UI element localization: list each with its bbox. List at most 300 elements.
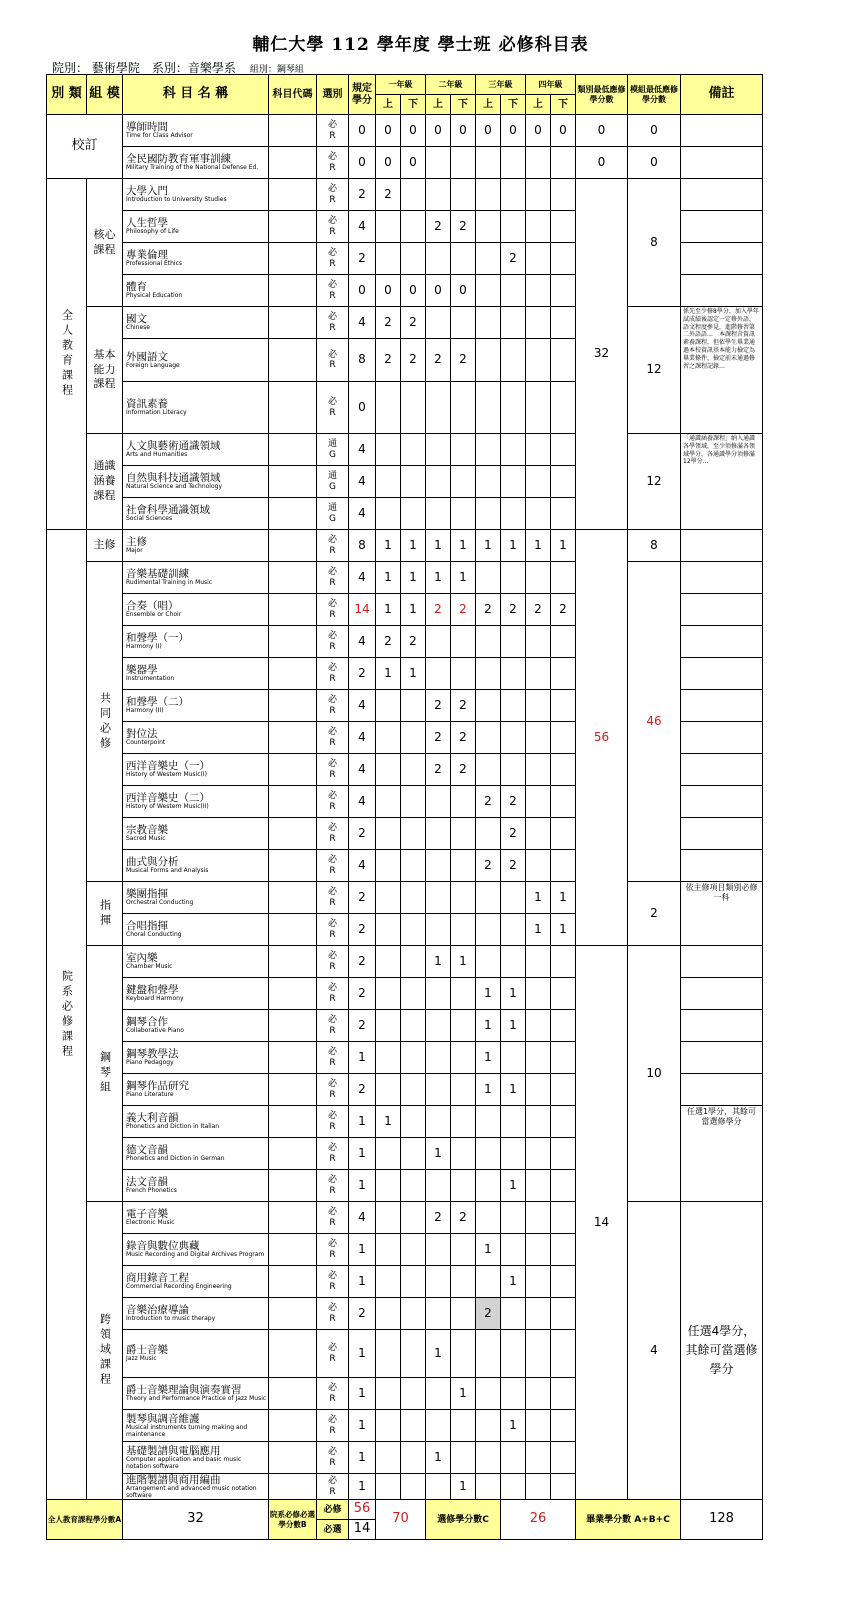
- semester-credit: [551, 1010, 576, 1042]
- semester-credit: [401, 1410, 426, 1442]
- course-name-zh: 德文音韻: [126, 1144, 168, 1157]
- course-name-zh: 樂器學: [126, 664, 158, 677]
- course-credits: 1: [349, 1234, 376, 1266]
- semester-credit: [401, 466, 426, 498]
- course-type: 必R: [317, 946, 349, 978]
- course-credits: 2: [349, 243, 376, 275]
- course-code: [269, 1202, 317, 1234]
- semester-credit: [476, 211, 501, 243]
- semester-credit: [551, 1378, 576, 1410]
- course-name-en: Rudimental Training in Music: [126, 579, 213, 587]
- semester-credit: [376, 850, 401, 882]
- semester-credit: [476, 1330, 501, 1378]
- semester-credit: [526, 179, 551, 211]
- header-sem-up: 上: [526, 95, 551, 115]
- semester-credit: [476, 1106, 501, 1138]
- semester-credit: 1: [426, 946, 451, 978]
- course-name-zh: 鍵盤和聲學: [126, 984, 179, 997]
- class-min-credits: 32: [576, 179, 628, 530]
- semester-credit: [476, 754, 501, 786]
- course-name-zh: 社會科學通識領域: [126, 504, 210, 517]
- footer-dept-label: 院系必修必選學分數B: [269, 1500, 317, 1540]
- semester-credit: 1: [501, 530, 526, 562]
- course-type: 通G: [317, 498, 349, 530]
- semester-credit: [426, 1234, 451, 1266]
- semester-credit: [551, 1330, 576, 1378]
- course-credits: 1: [349, 1138, 376, 1170]
- semester-credit: [501, 211, 526, 243]
- table-row: [47, 115, 763, 147]
- course-name-en: Professional Ethics: [126, 260, 183, 268]
- semester-credit: [501, 658, 526, 690]
- course-name-en: Theory and Performance Practice of Jazz Music: [126, 1395, 267, 1403]
- table-row: [47, 882, 763, 914]
- semester-credit: [451, 498, 476, 530]
- semester-credit: [426, 850, 451, 882]
- course-code: [269, 1106, 317, 1138]
- semester-credit: [476, 658, 501, 690]
- header-sem-up: 上: [426, 95, 451, 115]
- semester-credit: [526, 243, 551, 275]
- semester-credit: [376, 1298, 401, 1330]
- remarks-cell: [681, 211, 763, 243]
- footer-elec-label: 必選: [317, 1520, 349, 1540]
- semester-credit: [526, 1202, 551, 1234]
- semester-credit: [526, 498, 551, 530]
- course-code: [269, 1074, 317, 1106]
- course-name-en: Sacred Music: [126, 835, 166, 843]
- course-name: [123, 307, 269, 339]
- course-code: [269, 530, 317, 562]
- course-name-en: Chamber Music: [126, 963, 173, 971]
- remarks-cell: [681, 530, 763, 562]
- course-code: [269, 1298, 317, 1330]
- semester-credit: 1: [426, 562, 451, 594]
- semester-credit: [501, 1042, 526, 1074]
- semester-credit: [476, 626, 501, 658]
- footer-total-a: 32: [123, 1500, 269, 1540]
- course-credits: 0: [349, 147, 376, 179]
- section-label: 全人教育課程: [47, 179, 87, 530]
- semester-credit: 1: [551, 530, 576, 562]
- course-name-en: Piano Literature: [126, 1091, 174, 1099]
- semester-credit: 1: [501, 1074, 526, 1106]
- semester-credit: 1: [426, 1330, 451, 1378]
- course-name: [123, 1074, 269, 1106]
- semester-credit: [526, 1378, 551, 1410]
- course-name-zh: 西洋音樂史（一）: [126, 760, 210, 773]
- course-type: 必R: [317, 1410, 349, 1442]
- course-name-zh: 室內樂: [126, 952, 158, 965]
- course-code: [269, 978, 317, 1010]
- semester-credit: 0: [426, 115, 451, 147]
- semester-credit: [376, 1202, 401, 1234]
- semester-credit: 2: [426, 690, 451, 722]
- semester-credit: [551, 1138, 576, 1170]
- semester-credit: [426, 1106, 451, 1138]
- semester-credit: 2: [426, 339, 451, 382]
- course-type: 必R: [317, 1138, 349, 1170]
- semester-credit: [426, 1266, 451, 1298]
- group-label: 組別：鋼琴組: [249, 65, 304, 75]
- semester-credit: 0: [451, 115, 476, 147]
- semester-credit: [401, 754, 426, 786]
- semester-credit: 2: [426, 1202, 451, 1234]
- course-credits: 2: [349, 1074, 376, 1106]
- course-credits: 0: [349, 382, 376, 434]
- semester-credit: 1: [426, 1442, 451, 1474]
- course-code: [269, 307, 317, 339]
- semester-credit: [451, 850, 476, 882]
- semester-credit: [401, 1266, 426, 1298]
- semester-credit: [551, 275, 576, 307]
- course-name-zh: 專業倫理: [126, 249, 168, 262]
- remarks-cell: [681, 690, 763, 722]
- semester-credit: [476, 1410, 501, 1442]
- semester-credit: [526, 754, 551, 786]
- course-credits: 1: [349, 1042, 376, 1074]
- semester-credit: [551, 1442, 576, 1474]
- table-row: [47, 147, 763, 179]
- semester-credit: 1: [451, 530, 476, 562]
- class-min-credits: 14: [576, 946, 628, 1500]
- course-credits: 2: [349, 658, 376, 690]
- course-name-en: Musical Forms and Analysis: [126, 867, 209, 875]
- course-name-zh: 合唱指揮: [126, 920, 168, 933]
- course-code: [269, 722, 317, 754]
- course-name-en: Social Sciences: [126, 515, 173, 523]
- page-title: 輔仁大學 112 學年度 學士班 必修科目表: [252, 35, 589, 55]
- semester-credit: [401, 1170, 426, 1202]
- semester-credit: 1: [551, 914, 576, 946]
- college-label: 院別： 藝術學院: [52, 61, 140, 75]
- course-name: [123, 115, 269, 147]
- semester-credit: [501, 1378, 526, 1410]
- semester-credit: [501, 1442, 526, 1474]
- course-name-en: Music Recording and Digital Archives Program: [126, 1251, 265, 1259]
- semester-credit: [526, 562, 551, 594]
- section-label: 共同必修: [87, 562, 123, 882]
- course-name: [123, 1474, 269, 1500]
- semester-credit: 2: [476, 594, 501, 626]
- course-code: [269, 818, 317, 850]
- course-credits: 4: [349, 690, 376, 722]
- course-type: 必R: [317, 786, 349, 818]
- semester-credit: 1: [476, 530, 501, 562]
- semester-credit: 0: [376, 147, 401, 179]
- course-credits: 4: [349, 307, 376, 339]
- semester-credit: 1: [451, 562, 476, 594]
- semester-credit: [476, 882, 501, 914]
- course-name-en: Information Literacy: [126, 409, 187, 417]
- semester-credit: 1: [401, 594, 426, 626]
- semester-credit: [401, 498, 426, 530]
- course-name: [123, 275, 269, 307]
- remarks-cell: [681, 1074, 763, 1106]
- semester-credit: [551, 754, 576, 786]
- semester-credit: [476, 339, 501, 382]
- course-name: [123, 626, 269, 658]
- course-credits: 8: [349, 530, 376, 562]
- course-name: [123, 690, 269, 722]
- course-name-en: Computer application and basic music notation software: [126, 1455, 242, 1470]
- semester-credit: 1: [501, 1410, 526, 1442]
- semester-credit: [526, 382, 551, 434]
- remarks-cell: [681, 978, 763, 1010]
- semester-credit: 0: [376, 275, 401, 307]
- semester-credit: [451, 1074, 476, 1106]
- course-name-zh: 主修: [126, 536, 147, 549]
- semester-credit: [551, 434, 576, 466]
- semester-credit: [376, 690, 401, 722]
- course-name-en: Harmony (II): [126, 707, 164, 715]
- semester-credit: [501, 147, 526, 179]
- course-name-en: Physical Education: [126, 292, 183, 300]
- semester-credit: [451, 1010, 476, 1042]
- course-type: 必R: [317, 1474, 349, 1500]
- semester-credit: 1: [451, 946, 476, 978]
- module-min-credits: 4: [628, 1202, 681, 1500]
- course-code: [269, 434, 317, 466]
- course-name-en: Collaborative Piano: [126, 1027, 184, 1035]
- course-code: [269, 1170, 317, 1202]
- course-type: 必R: [317, 690, 349, 722]
- semester-credit: [501, 1298, 526, 1330]
- semester-credit: [551, 179, 576, 211]
- semester-credit: [451, 786, 476, 818]
- course-credits: 14: [349, 594, 376, 626]
- semester-credit: 2: [401, 339, 426, 382]
- semester-credit: [526, 434, 551, 466]
- course-name: [123, 1410, 269, 1442]
- course-name-zh: 對位法: [126, 728, 158, 741]
- course-code: [269, 1138, 317, 1170]
- semester-credit: [501, 1474, 526, 1500]
- module-min-credits: 12: [628, 307, 681, 434]
- course-name-zh: 外國語文: [126, 350, 168, 363]
- course-credits: 4: [349, 722, 376, 754]
- remarks-cell: [681, 722, 763, 754]
- course-code: [269, 1474, 317, 1500]
- module-min-credits: 8: [628, 530, 681, 562]
- semester-credit: 0: [476, 115, 501, 147]
- header-subgroup: 組 模: [87, 75, 123, 115]
- class-min-credits: 0: [576, 147, 628, 179]
- table-header: [47, 75, 763, 115]
- semester-credit: [526, 1442, 551, 1474]
- semester-credit: [376, 1234, 401, 1266]
- semester-credit: 1: [451, 1474, 476, 1500]
- semester-credit: [476, 946, 501, 978]
- semester-credit: [451, 626, 476, 658]
- semester-credit: 1: [476, 1042, 501, 1074]
- table-body: [47, 115, 763, 1500]
- semester-credit: [426, 1410, 451, 1442]
- semester-credit: 2: [426, 754, 451, 786]
- semester-credit: [476, 1378, 501, 1410]
- course-type: 必R: [317, 722, 349, 754]
- semester-credit: 1: [501, 978, 526, 1010]
- semester-credit: [526, 275, 551, 307]
- course-name-en: French Phonetics: [126, 1187, 177, 1195]
- semester-credit: [376, 722, 401, 754]
- course-code: [269, 882, 317, 914]
- semester-credit: 2: [501, 243, 526, 275]
- semester-credit: 2: [426, 722, 451, 754]
- table-row: [47, 179, 763, 211]
- header-course-code: 科目代碼: [269, 75, 317, 115]
- course-name-zh: 人生哲學: [126, 217, 168, 230]
- semester-credit: [376, 1410, 401, 1442]
- footer-c: 26: [501, 1500, 576, 1540]
- course-name-en: Piano Pedagogy: [126, 1059, 174, 1067]
- semester-credit: 1: [376, 1106, 401, 1138]
- semester-credit: [551, 1474, 576, 1500]
- table-row: [47, 1202, 763, 1234]
- course-credits: 1: [349, 1106, 376, 1138]
- footer-b-total: 70: [376, 1500, 426, 1540]
- semester-credit: [426, 818, 451, 850]
- header-sem-up: 上: [476, 95, 501, 115]
- semester-credit: 2: [451, 594, 476, 626]
- semester-credit: [451, 1442, 476, 1474]
- semester-credit: [401, 914, 426, 946]
- semester-credit: [551, 1042, 576, 1074]
- header-module-min: 模組最低應修學分數: [628, 75, 681, 115]
- semester-credit: 2: [376, 307, 401, 339]
- course-type: 必R: [317, 1106, 349, 1138]
- semester-credit: [551, 978, 576, 1010]
- course-code: [269, 382, 317, 434]
- semester-credit: [526, 1074, 551, 1106]
- course-name-en: Choral Conducting: [126, 931, 182, 939]
- semester-credit: [501, 466, 526, 498]
- course-name-en: Major: [126, 547, 143, 555]
- module-min-credits: 0: [628, 115, 681, 147]
- footer-grad-label: 畢業學分數 A+B+C: [576, 1500, 681, 1540]
- course-code: [269, 658, 317, 690]
- course-credits: 2: [349, 818, 376, 850]
- semester-credit: [451, 147, 476, 179]
- semester-credit: [451, 382, 476, 434]
- semester-credit: [401, 1474, 426, 1500]
- semester-credit: 1: [376, 594, 401, 626]
- semester-credit: [401, 978, 426, 1010]
- semester-credit: [501, 914, 526, 946]
- header-type: 選別: [317, 75, 349, 115]
- semester-credit: [551, 382, 576, 434]
- course-code: [269, 850, 317, 882]
- semester-credit: [476, 1442, 501, 1474]
- section-label: 指揮: [87, 882, 123, 946]
- semester-credit: [451, 1298, 476, 1330]
- course-type: 必R: [317, 243, 349, 275]
- course-name-zh: 製琴與調音維護: [126, 1412, 200, 1425]
- course-code: [269, 594, 317, 626]
- course-name-en: Counterpoint: [126, 739, 166, 747]
- semester-credit: [376, 786, 401, 818]
- course-name: [123, 882, 269, 914]
- semester-credit: [476, 690, 501, 722]
- semester-credit: [526, 1234, 551, 1266]
- semester-credit: [451, 1234, 476, 1266]
- semester-credit: [426, 243, 451, 275]
- semester-credit: [376, 1138, 401, 1170]
- semester-credit: 0: [526, 115, 551, 147]
- remarks-cell: [681, 243, 763, 275]
- course-name: [123, 466, 269, 498]
- course-credits: 0: [349, 275, 376, 307]
- semester-credit: 1: [476, 978, 501, 1010]
- semester-credit: [476, 147, 501, 179]
- course-credits: 4: [349, 1202, 376, 1234]
- semester-credit: 2: [451, 211, 476, 243]
- semester-credit: [426, 307, 451, 339]
- course-name-zh: 電子音樂: [126, 1208, 168, 1221]
- course-name-zh: 和聲學（二）: [126, 696, 189, 709]
- semester-credit: [501, 498, 526, 530]
- course-type: 必R: [317, 1298, 349, 1330]
- course-name-zh: 進階製譜與商用編曲: [126, 1474, 221, 1486]
- table-row: [47, 562, 763, 594]
- semester-credit: [451, 466, 476, 498]
- semester-credit: [551, 690, 576, 722]
- course-name-zh: 導師時間: [126, 121, 168, 134]
- course-name-en: Ensemble or Choir: [126, 611, 182, 619]
- course-name-zh: 大學入門: [126, 185, 168, 198]
- semester-credit: [551, 1410, 576, 1442]
- course-name: [123, 382, 269, 434]
- semester-credit: [526, 1170, 551, 1202]
- curriculum-table: [46, 74, 763, 1540]
- module-min-credits: 46: [628, 562, 681, 882]
- semester-credit: [401, 882, 426, 914]
- semester-credit: [526, 211, 551, 243]
- course-credits: 1: [349, 1378, 376, 1410]
- semester-credit: [376, 1474, 401, 1500]
- remarks-cell: [681, 275, 763, 307]
- semester-credit: [551, 307, 576, 339]
- course-credits: 2: [349, 914, 376, 946]
- course-name: [123, 147, 269, 179]
- semester-credit: 1: [401, 658, 426, 690]
- semester-credit: [401, 211, 426, 243]
- course-credits: 8: [349, 339, 376, 382]
- semester-credit: [401, 946, 426, 978]
- course-credits: 2: [349, 1298, 376, 1330]
- course-name: [123, 1106, 269, 1138]
- semester-credit: [451, 1266, 476, 1298]
- semester-credit: [451, 978, 476, 1010]
- course-code: [269, 946, 317, 978]
- course-name-en: Military Training of the National Defense Ed.: [126, 164, 259, 172]
- semester-credit: 1: [376, 562, 401, 594]
- semester-credit: 2: [476, 1298, 501, 1330]
- semester-credit: [526, 307, 551, 339]
- semester-credit: [501, 754, 526, 786]
- course-code: [269, 1410, 317, 1442]
- course-credits: 4: [349, 466, 376, 498]
- course-name-en: Foreign Language: [126, 361, 180, 369]
- remarks-cell: [681, 946, 763, 978]
- course-name: [123, 179, 269, 211]
- course-name: [123, 914, 269, 946]
- semester-credit: [526, 1474, 551, 1500]
- remarks-cell: 係先至少修8學分，加入學年試成績後認定一定修外語，語文程度參見，進階修習第二外語語… 本課程含資訊素養課程，但依學生畢業通過本校資訊基本能力檢定為畢業條件，檢定前未通過修習之課程記錄…: [681, 307, 763, 434]
- course-name-en: Phonetics and Diction in German: [126, 1155, 225, 1163]
- section-label: 核心課程: [87, 179, 123, 307]
- semester-credit: [476, 434, 501, 466]
